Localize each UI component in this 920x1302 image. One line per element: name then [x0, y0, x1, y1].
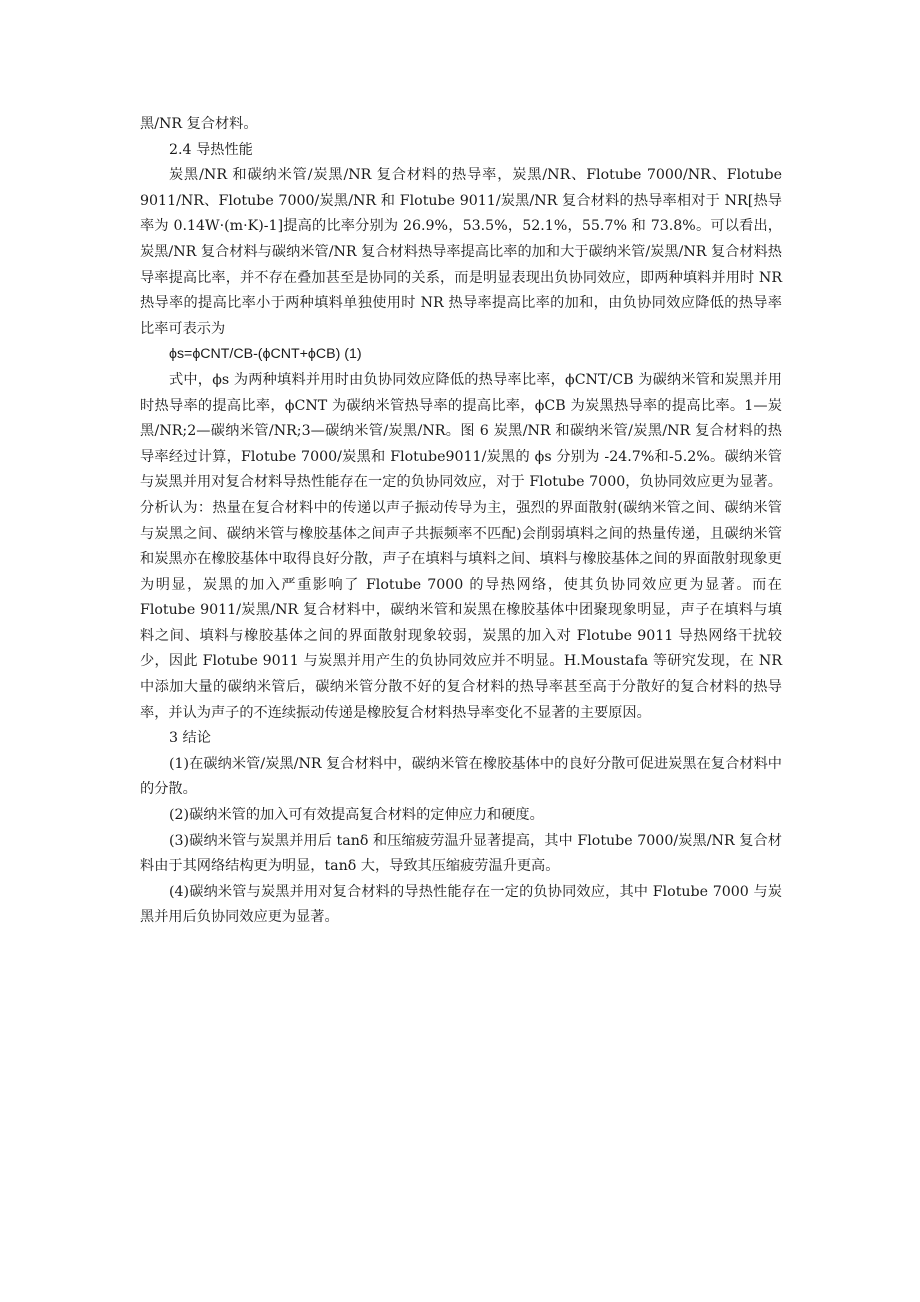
section-heading-2-4: 2.4 导热性能 — [169, 141, 253, 158]
continuation-paragraph: 黑/NR 复合材料。 — [140, 116, 258, 132]
conclusion-item-1: (1)在碳纳米管/炭黑/NR 复合材料中，碳纳米管在橡胶基体中的良好分散可促进炭黑在复合材料中的分散。 — [140, 755, 782, 798]
document-page — [140, 112, 782, 931]
conclusion-item-3: (3)碳纳米管与炭黑并用后 tanδ 和压缩疲劳温升显著提高，其中 Flotube 7000/炭黑/NR 复合材料由于其网络结构更为明显，tanδ 大，导致其压缩疲劳温升更高。 — [140, 832, 782, 875]
conclusion-item-2: (2)碳纳米管的加入可有效提高复合材料的定伸应力和硬度。 — [169, 807, 544, 824]
paragraph-formula-explanation: 式中，ϕs 为两种填料并用时由负协同效应降低的热导率比率，ϕCNT/CB 为碳纳米管和炭黑并用时热导率的提高比率，ϕCNT 为碳纳米管热导率的提高比率，ϕCB 为炭黑热导率的提高比率。1—炭黑/NR;2—碳纳米管/NR;3—碳纳米管/炭黑/NR。图 6 炭黑/NR 和碳纳米管/炭黑/NR 复合材料的热导率经过计算，Flotube 7000/炭黑和 Flotube9011/炭黑的 ϕs 分别为 -24.7%和-5.2%。碳纳米管与炭黑并用对复合材料导热性能存在一定的负协同效应，对于 Flotube 7000，负协同效应更为显著。分析认为：热量在复合材料中的传递以声子振动传导为主，强烈的界面散射(碳纳米管之间、碳纳米管与炭黑之间、碳纳米管与橡胶基体之间声子共振频率不匹配)会削弱填料之间的热量传递，且碳纳米管和炭黑亦在橡胶基体中取得良好分散，声子在填料与填料之间、填料与橡胶基体之间的界面散射现象更为明显，炭黑的加入严重影响了 Flotube 7000 的导热网络，使其负协同效应更为显著。而在 Flotube 9011/炭黑/NR 复合材料中，碳纳米管和炭黑在橡胶基体中团聚现象明显，声子在填料与填料之间、填料与橡胶基体之间的界面散射现象较弱，炭黑的加入对 Flotube 9011 导热网络干扰较少，因此 Flotube 9011 与炭黑并用产生的负协同效应并不明显。H.Moustafa 等研究发现，在 NR 中添加大量的碳纳米管后，碳纳米管分散不好的复合材料的热导率甚至高于分散好的复合材料的热导率，并认为声子的不连续振动传递是橡胶复合材料热导率变化不显著的主要原因。 — [140, 371, 782, 721]
conclusion-item-4: (4)碳纳米管与炭黑并用对复合材料的导热性能存在一定的负协同效应，其中 Flotube 7000 与炭黑并用后负协同效应更为显著。 — [140, 883, 782, 926]
section-heading-conclusion: 3 结论 — [169, 730, 211, 747]
paragraph-thermal-conductivity: 炭黑/NR 和碳纳米管/炭黑/NR 复合材料的热导率，炭黑/NR、Flotube 7000/NR、Flotube 9011/NR、Flotube 7000/炭黑/NR 和 Flotube 9011/炭黑/NR 复合材料的热导率相对于 NR[热导率为 0.14W·(m·K)-1]提高的比率分别为 26.9%，53.5%，52.1%，55.7% 和 73.8%。可以看出，炭黑/NR 复合材料与碳纳米管/NR 复合材料热导率提高比率的加和大于碳纳米管/炭黑/NR 复合材料热导率提高比率，并不存在叠加甚至是协同的关系，而是明显表现出负协同效应，即两种填料并用时 NR 热导率的提高比率小于两种填料单独使用时 NR 热导率提高比率的加和，由负协同效应降低的热导率比率可表示为 — [140, 167, 782, 337]
formula-1: ϕs=ϕCNT/CB-(ϕCNT+ϕCB) (1) — [169, 346, 362, 363]
